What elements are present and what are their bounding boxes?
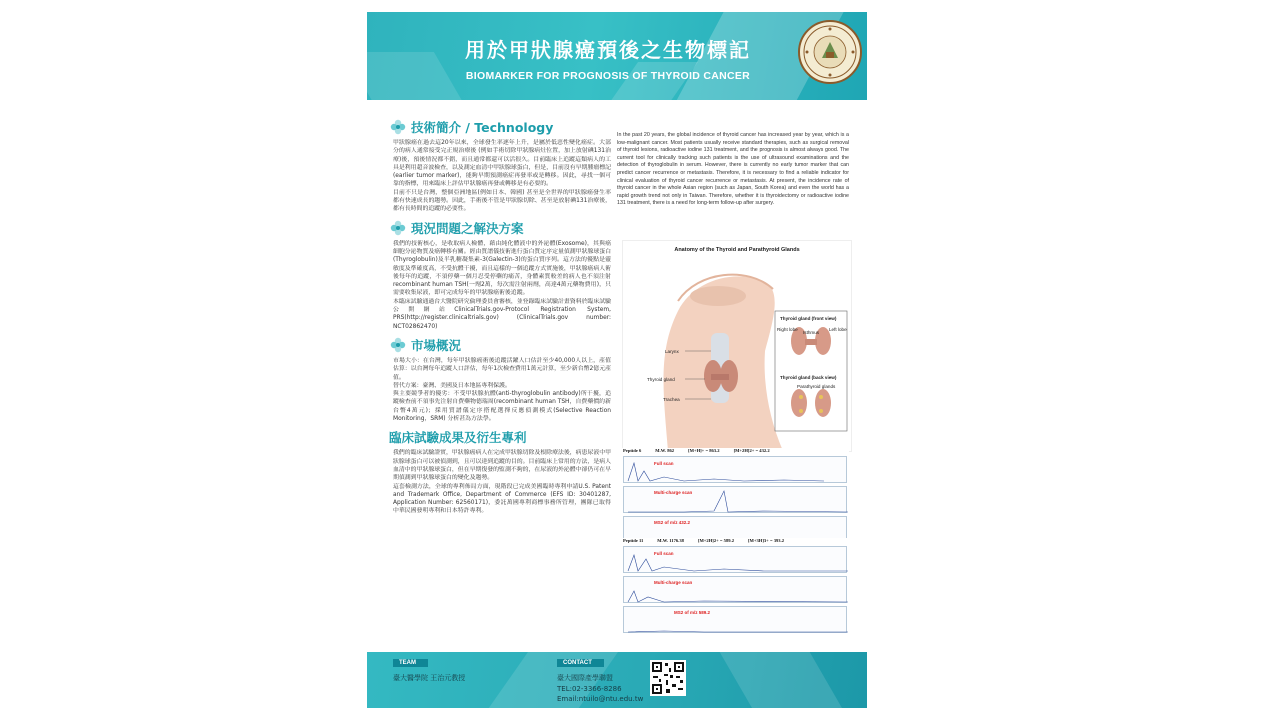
section-title: 技術簡介 / Technology xyxy=(411,120,554,135)
spectrum-panel xyxy=(623,456,847,483)
poster xyxy=(367,12,867,708)
contact-email[interactable]: Email:ntuilo@ntu.edu.tw xyxy=(557,695,644,703)
panel-label: MS2 of m/z 432.2 xyxy=(654,520,691,525)
contact-phone: TEL:02-3366-8286 xyxy=(557,684,622,693)
section-paragraph: 本臨床試驗通過台大醫院研究倫理委員會審核，並登錄臨床試驗計畫資料於臨床試驗公開網站ClinicalTrials.gov-Protocol Registration System, PRS(http://register.clinicaltrials.gov) (ClinicalTrials.gov number: NCT02862470) xyxy=(393,298,611,330)
mass-spectrum-peptide-6 xyxy=(621,448,849,548)
peptide-label: Peptide 11 xyxy=(623,538,644,543)
spectrum-panel xyxy=(623,546,847,573)
qr-code[interactable] xyxy=(650,660,686,696)
title-chinese: 用於甲狀腺癌預後之生物標記 xyxy=(465,38,751,62)
spectrum-panel xyxy=(623,486,847,513)
team-members: 臺大醫學院 王治元教授 xyxy=(393,674,466,682)
spectrum-panel xyxy=(623,576,847,603)
mass-spectrum-peptide-11 xyxy=(621,538,849,638)
ion-mass-2: [M+2H]2+ = 432.2 xyxy=(733,448,770,453)
university-seal-logo xyxy=(798,20,862,84)
section-paragraph: 目前不只是台灣，整個亞洲地區(例如日本、韓國) 甚至是全世界的甲狀腺癌發生率都有快速成長的趨勢。因此，手術後不管是甲狀腺切除、甚至是放射碘131治療後，都有長時間的追蹤的必要性。 xyxy=(393,189,611,213)
contact-tag: CONTACT xyxy=(557,659,604,667)
section-paragraph: 替代方案：臺灣、美國及日本地區專利保護。 xyxy=(393,382,511,389)
thyroid-anatomy-figure xyxy=(622,240,852,452)
label-thyroid-gland: Thyroid gland xyxy=(647,377,675,382)
title-english: BIOMARKER FOR PROGNOSIS OF THYROID CANCER xyxy=(465,70,751,82)
section-paragraph: 我們的臨床試驗證實，甲狀腺癌病人在完成甲狀腺切除及根除療法後，病患尿液中甲狀腺球蛋白可以被偵測到，且可以達到追蹤的目的。目前臨床上常用的方法，是病人血清中的甲狀腺球蛋白，但在早期復發的監測不夠的，在尿液的外泌體中卻仍可在早期偵測到甲狀腺球蛋白的變化及趨勢。 xyxy=(393,450,611,482)
team-tag: TEAM xyxy=(393,659,428,667)
contact-organization: 臺大國際產學聯盟 xyxy=(557,674,613,682)
left-column xyxy=(389,114,611,521)
section-market xyxy=(389,336,611,423)
figure-title: Anatomy of the Thyroid and Parathyroid Glands xyxy=(674,247,800,253)
section-paragraph: 與主要競爭者的優劣：不受甲狀腺抗體(anti-thyroglobulin antibody)所干擾，追蹤檢查前不須事先注射自費藥物德瑞周(recombinant human TSH，自費藥價約新台幣4萬元)；採用質譜儀定序搭配選擇反應偵測模式(Selective Reaction Monitoring，SRM) 分析甚為方法學。 xyxy=(393,391,611,423)
label-right-lobe: Right lobe xyxy=(777,327,798,332)
label-front-view: Thyroid gland (front view) xyxy=(780,316,837,321)
panel-label: Full scan xyxy=(654,461,674,466)
panel-label: Full scan xyxy=(654,551,674,556)
panel-label: MS2 of m/z 589.2 xyxy=(674,610,711,615)
label-larynx: Larynx xyxy=(665,349,679,354)
spectrum-panel xyxy=(623,606,847,633)
ion-mass-2: [M+3H]3+ = 393.2 xyxy=(748,538,785,543)
ion-mass-1: [M+2H]2+ = 589.2 xyxy=(697,538,734,543)
ion-mass-1: [M+H]+ = 863.2 xyxy=(688,448,720,453)
label-trachea: Trachea xyxy=(663,397,680,402)
english-summary: In the past 20 years, the global incidence of thyroid cancer has increased year by year, which is a low-malignant cancer. Most patients usually receive standard therapies, such as surgical removal of thyroid lesions, radioactive iodine 131 treatment, and the prognosis is almost always good. The current tool for clinically tracking such patients is the use of ultrasound examinations and the detection of thyroglobulin in serum. However, there is currently no early tumor marker that can predict cancer recurrence or metastasis. Therefore, it is necessary to find a reliable indicator for clinical evaluation of thyroid cancer recurrence or metastasis. At present, the incidence rate of thyroid cancer in the whole Asian region (such as Japan, South Korea) and even the world has a rapid growth trend not only in Taiwan. Therefore, whether it is thyroidectomy or radioactive iodine 131 treatment, there is a need for long-term follow-up after surgery. xyxy=(617,132,849,207)
section-title: 現況問題之解決方案 xyxy=(411,220,524,236)
section-paragraph: 市場大小：在台灣，每年甲狀腺癌術後追蹤活躍人口估計至少40,000人以上，產值估算：以台灣每年追蹤人口評估，每年1次檢查費用1萬元計算，至少新台幣2億元產值。 xyxy=(393,357,611,381)
label-isthmus: Isthmus xyxy=(803,330,820,335)
section-title: 臨床試驗成果及衍生專利 xyxy=(389,430,527,446)
section-paragraph: 甲狀腺癌在過去這20年以來，全球發生率逐年上升，是屬於低惡性變化癌症。大部分的病人通常接受完正規治療後 (例如手術切除甲狀腺病灶位置，加上放射碘131治療)後，預後情況都不錯，而且通常都還可以活很久。目前臨床上追蹤這類病人的工具是利用超音波檢查，以及測定血清中甲狀腺球蛋白，但是，目前沒有早期腫瘤標記 (earlier tumor marker)，能夠早期預測癌症再發率或是轉移。因此，尋找一個可靠的指標，用來臨床上評估甲狀腺癌再發或轉移是有必要的。 xyxy=(393,140,611,188)
section-paragraph: 我們的技術核心，是收取病人檢體，藉由純化體液中的外泌體(Exosome)，其與癌細胞分泌物質及癌轉移有關。經由質譜儀技術進行蛋白質定序定量偵測甲狀腺球蛋白(Thyroglobulin)及半乳糖凝集素-3(Galectin-3)的蛋白質序列。這方法的優點是靈敏度及準確度高，不受抗體干擾，而且這樣的一個追蹤方式實施後，甲狀腺癌病人術後每年的追蹤，不須停藥一個月忍受停藥的痛苦，身體素質較差的病人也不須注射recombinant human TSH(一劑2萬，每次需注射兩劑，高達4萬元藥物費用)，只需要收集尿液，即可完成每年的甲狀腺癌術後追蹤。 xyxy=(393,240,611,297)
label-back-view: Thyroid gland (back view) xyxy=(780,375,837,380)
molecular-weight: M.W. 862 xyxy=(655,448,675,453)
poster-footer xyxy=(367,652,867,708)
label-left-lobe: Left lobe xyxy=(829,327,847,332)
flower-bullet-icon xyxy=(389,118,407,136)
flower-bullet-icon xyxy=(389,336,407,354)
section-clinical-results xyxy=(389,428,611,515)
label-parathyroid: Parathyroid glands xyxy=(797,384,836,389)
poster-header xyxy=(367,12,867,100)
flower-bullet-icon xyxy=(389,219,407,237)
panel-label: Multi-charge scan xyxy=(654,490,693,495)
section-paragraph: 這套檢測方法，全球的專利佈局方面，現階段已完成美國臨時專利申請U.S. Patent and Trademark Office, Department of Commerce (EFS ID: 30401287, Application Number: 62560171)，委託萬國專利商標事務所管理，團隊已取得中華民國發明專利和日本特許專利。 xyxy=(393,483,611,515)
section-title: 市場概況 xyxy=(411,337,462,353)
molecular-weight: M.W. 1176.38 xyxy=(657,538,684,543)
peptide-label: Peptide 6 xyxy=(623,448,642,453)
section-solution xyxy=(389,219,611,331)
section-technology xyxy=(389,118,611,214)
panel-label: Multi-charge scan xyxy=(654,580,693,585)
